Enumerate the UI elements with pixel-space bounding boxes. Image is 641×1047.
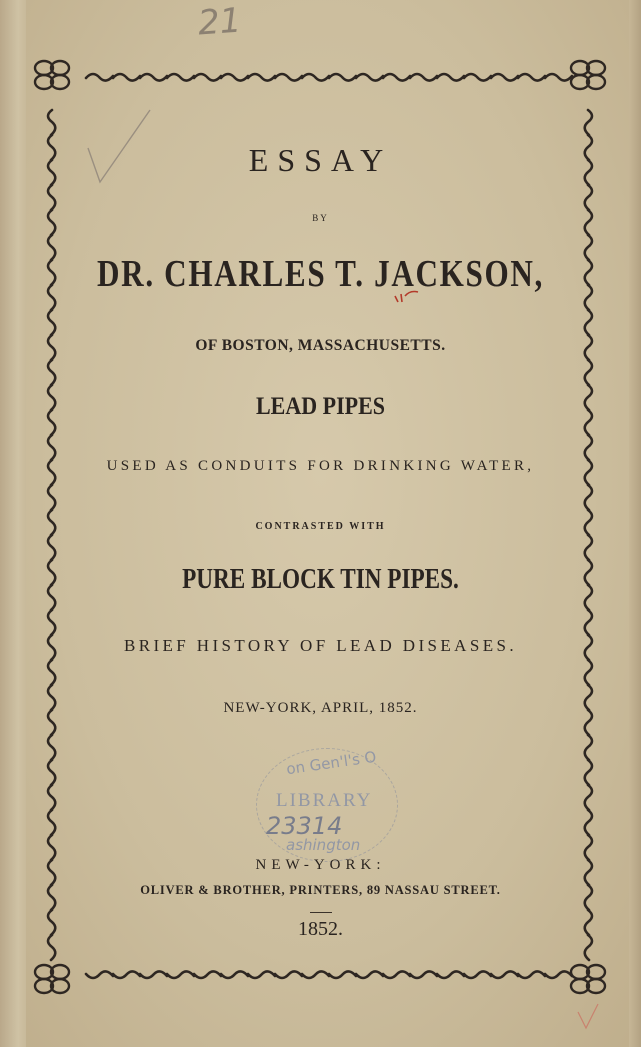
imprint-city: NEW-YORK:	[255, 857, 386, 873]
border-scroll-segment	[585, 235, 592, 260]
subject-lead-pipes: LEAD PIPES	[256, 393, 385, 420]
border-scroll-segment	[410, 74, 437, 81]
border-scroll-segment	[585, 435, 592, 460]
border-scroll-segment	[356, 74, 383, 81]
red-check-corner	[578, 1004, 598, 1028]
border-scroll-segment	[275, 74, 302, 81]
border-scroll-segment	[48, 310, 55, 335]
border-scroll-segment	[48, 535, 55, 560]
border-scroll-segment	[48, 785, 55, 810]
border-scroll-segment	[48, 585, 55, 610]
border-scroll-segment	[48, 660, 55, 685]
border-scroll-segment	[48, 810, 55, 835]
border-scroll-segment	[48, 110, 55, 135]
stamp-bottom-text: ashington	[286, 836, 361, 854]
imprint-printers: OLIVER & BROTHER, PRINTERS, 89 NASSAU STREET.	[140, 883, 501, 897]
border-scroll-segment	[585, 110, 592, 135]
stamp-library-text: LIBRARY	[276, 790, 373, 811]
border-scroll-segment	[491, 971, 518, 978]
border-scroll-segment	[383, 74, 410, 81]
contrasted-with: CONTRASTED WITH	[255, 521, 386, 532]
border-scroll-segment	[545, 971, 572, 978]
border-scroll-segment	[585, 260, 592, 285]
border-scroll-segment	[167, 971, 194, 978]
border-scroll-segment	[585, 785, 592, 810]
border-scroll-segment	[585, 560, 592, 585]
border-scroll-segment	[437, 971, 464, 978]
border-scroll-segment	[48, 185, 55, 210]
stamp-top-text: on Gen'l's O	[285, 747, 378, 779]
border-scroll-segment	[585, 660, 592, 685]
border-scroll-segment	[585, 535, 592, 560]
border-scroll-segment	[221, 74, 248, 81]
border-scroll-segment	[113, 971, 140, 978]
border-scroll-segment	[48, 760, 55, 785]
border-scroll-segment	[585, 310, 592, 335]
border-scroll-segment	[585, 810, 592, 835]
border-scroll-segment	[518, 74, 545, 81]
border-scroll-segment	[410, 971, 437, 978]
border-scroll-segment	[585, 760, 592, 785]
border-scroll-segment	[48, 560, 55, 585]
border-scroll-segment	[437, 74, 464, 81]
border-scroll-segment	[221, 971, 248, 978]
border-scroll-segment	[140, 971, 167, 978]
divider-rule	[310, 912, 332, 913]
border-scroll-segment	[585, 485, 592, 510]
byline-by: BY	[312, 213, 329, 223]
border-scroll-segment	[302, 971, 329, 978]
author-name: DR. CHARLES T. JACKSON,	[97, 253, 544, 295]
border-scroll-segment	[48, 360, 55, 385]
border-scroll-segment	[491, 74, 518, 81]
brief-history: BRIEF HISTORY OF LEAD DISEASES.	[123, 636, 518, 655]
border-scroll-segment	[86, 971, 113, 978]
border-scroll-segment	[48, 260, 55, 285]
border-scroll-segment	[113, 74, 140, 81]
border-scroll-segment	[585, 285, 592, 310]
border-scroll-segment	[48, 485, 55, 510]
stamp-accession-number: 23314	[266, 812, 343, 840]
border-scroll-segment	[329, 971, 356, 978]
border-scroll-segment	[585, 585, 592, 610]
border-scroll-segment	[464, 971, 491, 978]
border-scroll-segment	[48, 235, 55, 260]
border-scroll-segment	[48, 610, 55, 635]
border-scroll-segment	[585, 185, 592, 210]
border-scroll-segment	[585, 610, 592, 635]
border-scroll-segment	[585, 360, 592, 385]
border-scroll-segment	[140, 74, 167, 81]
border-scroll-segment	[194, 971, 221, 978]
border-scroll-segment	[585, 735, 592, 760]
border-scroll-segment	[518, 971, 545, 978]
library-stamp	[246, 742, 406, 862]
subject-description: USED AS CONDUITS FOR DRINKING WATER,	[106, 458, 535, 474]
border-scroll-segment	[464, 74, 491, 81]
border-scroll-segment	[48, 285, 55, 310]
date-line: NEW-YORK, APRIL, 1852.	[223, 700, 418, 716]
border-scroll-segment	[48, 435, 55, 460]
border-scroll-segment	[275, 971, 302, 978]
border-scroll-segment	[248, 74, 275, 81]
border-scroll-segment	[194, 74, 221, 81]
border-scroll-segment	[302, 74, 329, 81]
border-scroll-segment	[383, 971, 410, 978]
imprint-year: 1852.	[298, 918, 343, 940]
border-scroll-segment	[545, 74, 572, 81]
border-scroll-segment	[248, 971, 275, 978]
author-location: OF BOSTON, MASSACHUSETTS.	[195, 337, 446, 354]
border-scroll-segment	[48, 735, 55, 760]
border-scroll-segment	[86, 74, 113, 81]
title-essay: ESSAY	[248, 142, 393, 178]
pencil-number: 21	[196, 0, 243, 44]
border-scroll-segment	[167, 74, 194, 81]
subject-tin-pipes: PURE BLOCK TIN PIPES.	[182, 563, 459, 595]
border-scroll-segment	[356, 971, 383, 978]
border-scroll-segment	[329, 74, 356, 81]
